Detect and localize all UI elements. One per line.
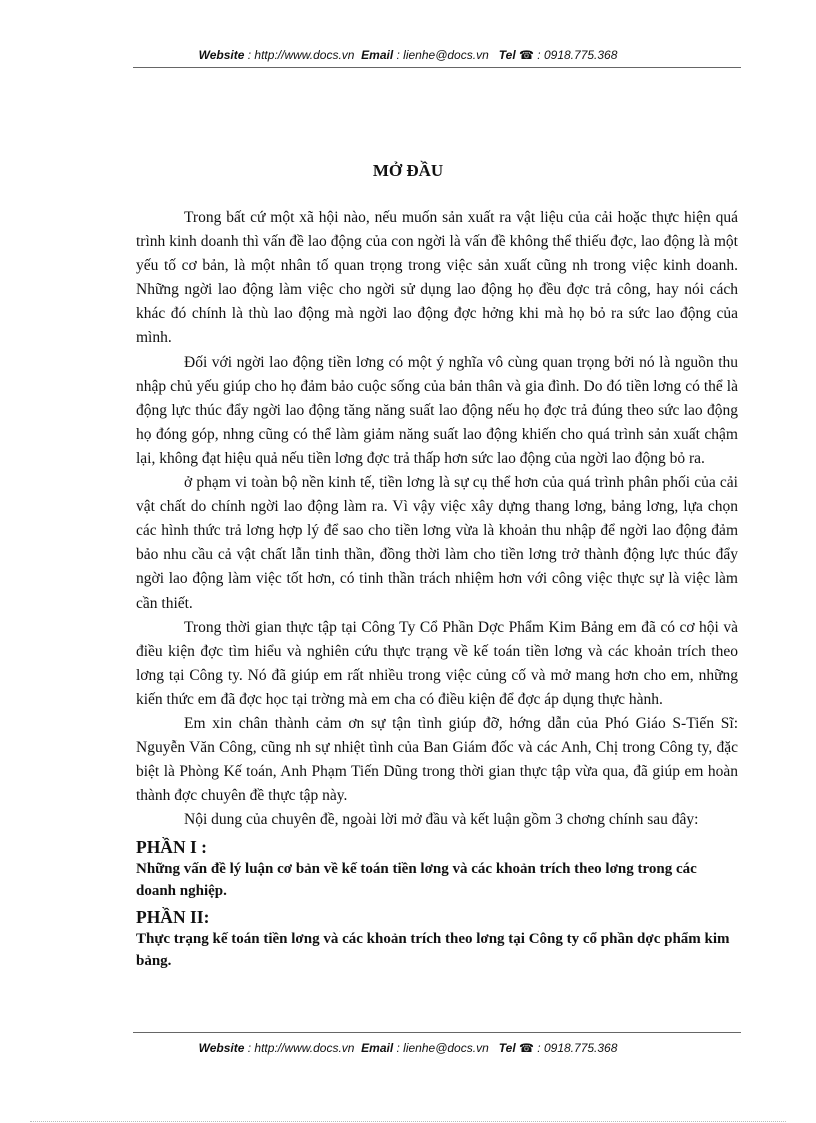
page-title: MỞ ĐẦU [372,161,444,180]
paragraph: Trong bất cứ một xã hội nào, nếu muốn sản xuất ra vật liệu của cải hoặc thực hiện quá trình kinh doanh thì vấn đề lao động của con ngời là vấn đề không thể thiếu đợc, lao động là một yếu tố cơ bản, là một nhân tố quan trọng trong việc sản xuất cũng nh trong việc kinh doanh. Những ngời lao động làm việc cho ngời sử dụng lao động họ đều đợc trả công, hay nói cách khác đó chính là thù lao động mà ngời lao động đợc hởng khi mà họ bỏ ra sức lao động của mình. [136,209,738,347]
footer-website-link[interactable]: http://www.docs.vn [254,1041,355,1055]
header-tel-value: 0918.775.368 [543,48,618,62]
paragraph: ở phạm vi toàn bộ nền kinh tế, tiền lơng là sự cụ thể hơn của quá trình phân phối của cải vật chất do chính ngời lao động làm ra. Vì vậy việc xây dựng thang lơng, bảng lơng, lựa chọn các hình thức trả lơng hợp lý để sao cho tiền lơng vừa là khoản thu nhập để ngời lao động đảm bảo nhu cầu cả vật chất lẫn tinh thần, đồng thời làm cho tiền lơng trở thành động lực thúc đẩy ngời lao động làm việc tốt hơn, có tinh thần trách nhiệm hơn với công việc thực sự là việc làm cần thiết. [136,474,738,612]
part-1-title: PHẦN I : [136,837,207,858]
part-2-title: PHẦN II: [136,907,210,928]
paragraph: Em xin chân thành cảm ơn sự tận tình giúp đỡ, hớng dẫn của Phó Giáo S-Tiến Sĩ: Nguyễn Văn Công, cũng nh sự nhiệt tình của Ban Giám đốc và các Anh, Chị trong Công ty, đặc biệt là Phòng Kế toán, Anh Phạm Tiến Dũng trong thời gian thực tập vừa qua, đã giúp em hoàn thành đợc chuyên đề thực tập này. [136,714,738,805]
header-email-link[interactable]: lienhe@docs.vn [403,48,489,62]
page-edge-divider [30,1121,786,1122]
header-website-sep: : [244,48,255,62]
part-2-body: Thực trạng kế toán tiền lơng và các khoản trích theo lơng tại Công ty cổ phần dợc phẩm kim bảng. [136,931,730,970]
footer-tel-value: 0918.775.368 [543,1041,618,1055]
page-header [0,48,816,62]
footer-website-label: Website [198,1041,245,1055]
footer-tel-sep: : [533,1041,544,1055]
paragraph: Trong thời gian thực tập tại Công Ty Cổ Phần Dợc Phẩm Kim Bảng em đã có cơ hội và điều kiện đợc tìm hiểu và nghiên cứu thực trạng về kế toán tiền lơng và các khoản trích theo lơng tại Công ty. Nó đã giúp em rất nhiều trong việc củng cố và mở mang hơn cho em, những kiến thức em đã đợc học tại trờng mà em cha có điều kiện để đợc áp dụng thực hành. [136,618,738,708]
phone-icon: ☎ [519,1041,534,1055]
paragraph: Đối với ngời lao động tiền lơng có một ý nghĩa vô cùng quan trọng bởi nó là nguồn thu nhập chủ yếu giúp cho họ đảm bảo cuộc sống của bản thân và gia đình. Do đó tiền lơng có thể là động lực thúc đẩy ngời lao động tăng năng suất lao động nếu họ đợc trả đúng theo sức lao động họ đóng góp, nhng cũng có thể làm giảm năng suất lao động khiến cho quá trình sản xuất chậm lại, không đạt hiệu quả nếu tiền lơng đợc trả thấp hơn sức lao động của ngời lao động bỏ ra. [136,353,738,467]
footer-email-sep: : [393,1041,404,1055]
phone-icon: ☎ [519,48,534,62]
header-email-label: Email [361,48,394,62]
footer-divider [133,1032,741,1033]
footer-email-label: Email [361,1041,394,1055]
paragraph: Nội dung của chuyên đề, ngoài lời mở đầu và kết luận gồm 3 chơng chính sau đây: [184,811,699,829]
header-website-label: Website [198,48,245,62]
page-footer [0,1041,816,1055]
header-tel-label: Tel [498,48,516,62]
header-website-link[interactable]: http://www.docs.vn [254,48,355,62]
header-divider [133,67,741,68]
document-body [136,206,738,972]
part-1-body: Những vấn đề lý luận cơ bản về kế toán tiền lơng và các khoản trích theo lơng trong các doanh nghiệp. [136,861,697,900]
header-email-sep: : [393,48,404,62]
header-tel-sep: : [533,48,544,62]
footer-tel-label: Tel [498,1041,516,1055]
footer-email-link[interactable]: lienhe@docs.vn [403,1041,489,1055]
footer-website-sep: : [244,1041,255,1055]
